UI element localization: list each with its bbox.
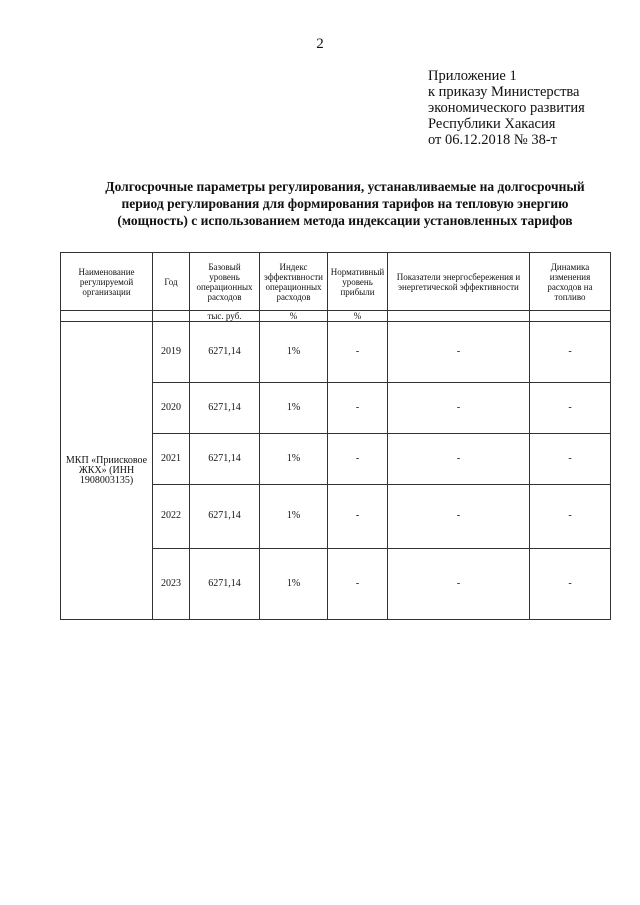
fuel-dynamics-cell: - bbox=[530, 434, 611, 485]
efficiency-index-cell: 1% bbox=[260, 434, 328, 485]
header-profit-level: Нормативный уровень прибыли bbox=[328, 253, 388, 311]
energy-saving-cell: - bbox=[388, 548, 530, 619]
base-opex-cell: 6271,14 bbox=[190, 383, 260, 434]
organization-name: МКП «Приисковое ЖКХ» (ИНН 1908003135) bbox=[61, 322, 153, 620]
appendix-line: Приложение 1 bbox=[428, 68, 517, 84]
fuel-dynamics-cell: - bbox=[530, 383, 611, 434]
header-efficiency-index: Индекс эффективности операционных расходов bbox=[260, 253, 328, 311]
unit-cell: тыс. руб. bbox=[190, 311, 260, 322]
profit-level-cell: - bbox=[328, 383, 388, 434]
base-opex-cell: 6271,14 bbox=[190, 434, 260, 485]
unit-cell bbox=[153, 311, 190, 322]
energy-saving-cell: - bbox=[388, 485, 530, 548]
appendix-line: от 06.12.2018 № 38-т bbox=[428, 132, 558, 148]
header-organization: Наименование регулируемой организации bbox=[61, 253, 153, 311]
fuel-dynamics-cell: - bbox=[530, 322, 611, 383]
unit-cell bbox=[61, 311, 153, 322]
unit-cell: % bbox=[260, 311, 328, 322]
unit-cell bbox=[388, 311, 530, 322]
efficiency-index-cell: 1% bbox=[260, 383, 328, 434]
page-number: 2 bbox=[316, 36, 324, 52]
header-energy-saving: Показатели энергосбережения и энергетической эффективности bbox=[388, 253, 530, 311]
header-base-opex: Базовый уровень операционных расходов bbox=[190, 253, 260, 311]
header-fuel-dynamics: Динамика изменения расходов на топливо bbox=[530, 253, 611, 311]
energy-saving-cell: - bbox=[388, 383, 530, 434]
profit-level-cell: - bbox=[328, 322, 388, 383]
base-opex-cell: 6271,14 bbox=[190, 548, 260, 619]
appendix-block bbox=[428, 68, 585, 148]
appendix-line: экономического развития bbox=[428, 100, 585, 116]
base-opex-cell: 6271,14 bbox=[190, 485, 260, 548]
efficiency-index-cell: 1% bbox=[260, 322, 328, 383]
profit-level-cell: - bbox=[328, 485, 388, 548]
table-header-row bbox=[61, 253, 611, 311]
year-cell: 2020 bbox=[153, 383, 190, 434]
title-line: период регулирования для формирования тарифов на тепловую энергию bbox=[121, 196, 569, 211]
title-line: Долгосрочные параметры регулирования, устанавливаемые на долгосрочный bbox=[105, 179, 585, 194]
tariff-parameters-table bbox=[60, 252, 611, 620]
header-year: Год bbox=[153, 253, 190, 311]
document-title bbox=[60, 178, 630, 229]
efficiency-index-cell: 1% bbox=[260, 485, 328, 548]
appendix-line: к приказу Министерства bbox=[428, 84, 580, 100]
title-line: (мощность) с использованием метода индексации установленных тарифов bbox=[117, 213, 573, 228]
energy-saving-cell: - bbox=[388, 434, 530, 485]
energy-saving-cell: - bbox=[388, 322, 530, 383]
appendix-line: Республики Хакасия bbox=[428, 116, 556, 132]
table-units-row bbox=[61, 311, 611, 322]
efficiency-index-cell: 1% bbox=[260, 548, 328, 619]
table-row bbox=[61, 322, 611, 383]
year-cell: 2022 bbox=[153, 485, 190, 548]
year-cell: 2019 bbox=[153, 322, 190, 383]
unit-cell: % bbox=[328, 311, 388, 322]
unit-cell bbox=[530, 311, 611, 322]
year-cell: 2021 bbox=[153, 434, 190, 485]
profit-level-cell: - bbox=[328, 548, 388, 619]
year-cell: 2023 bbox=[153, 548, 190, 619]
profit-level-cell: - bbox=[328, 434, 388, 485]
fuel-dynamics-cell: - bbox=[530, 548, 611, 619]
fuel-dynamics-cell: - bbox=[530, 485, 611, 548]
base-opex-cell: 6271,14 bbox=[190, 322, 260, 383]
